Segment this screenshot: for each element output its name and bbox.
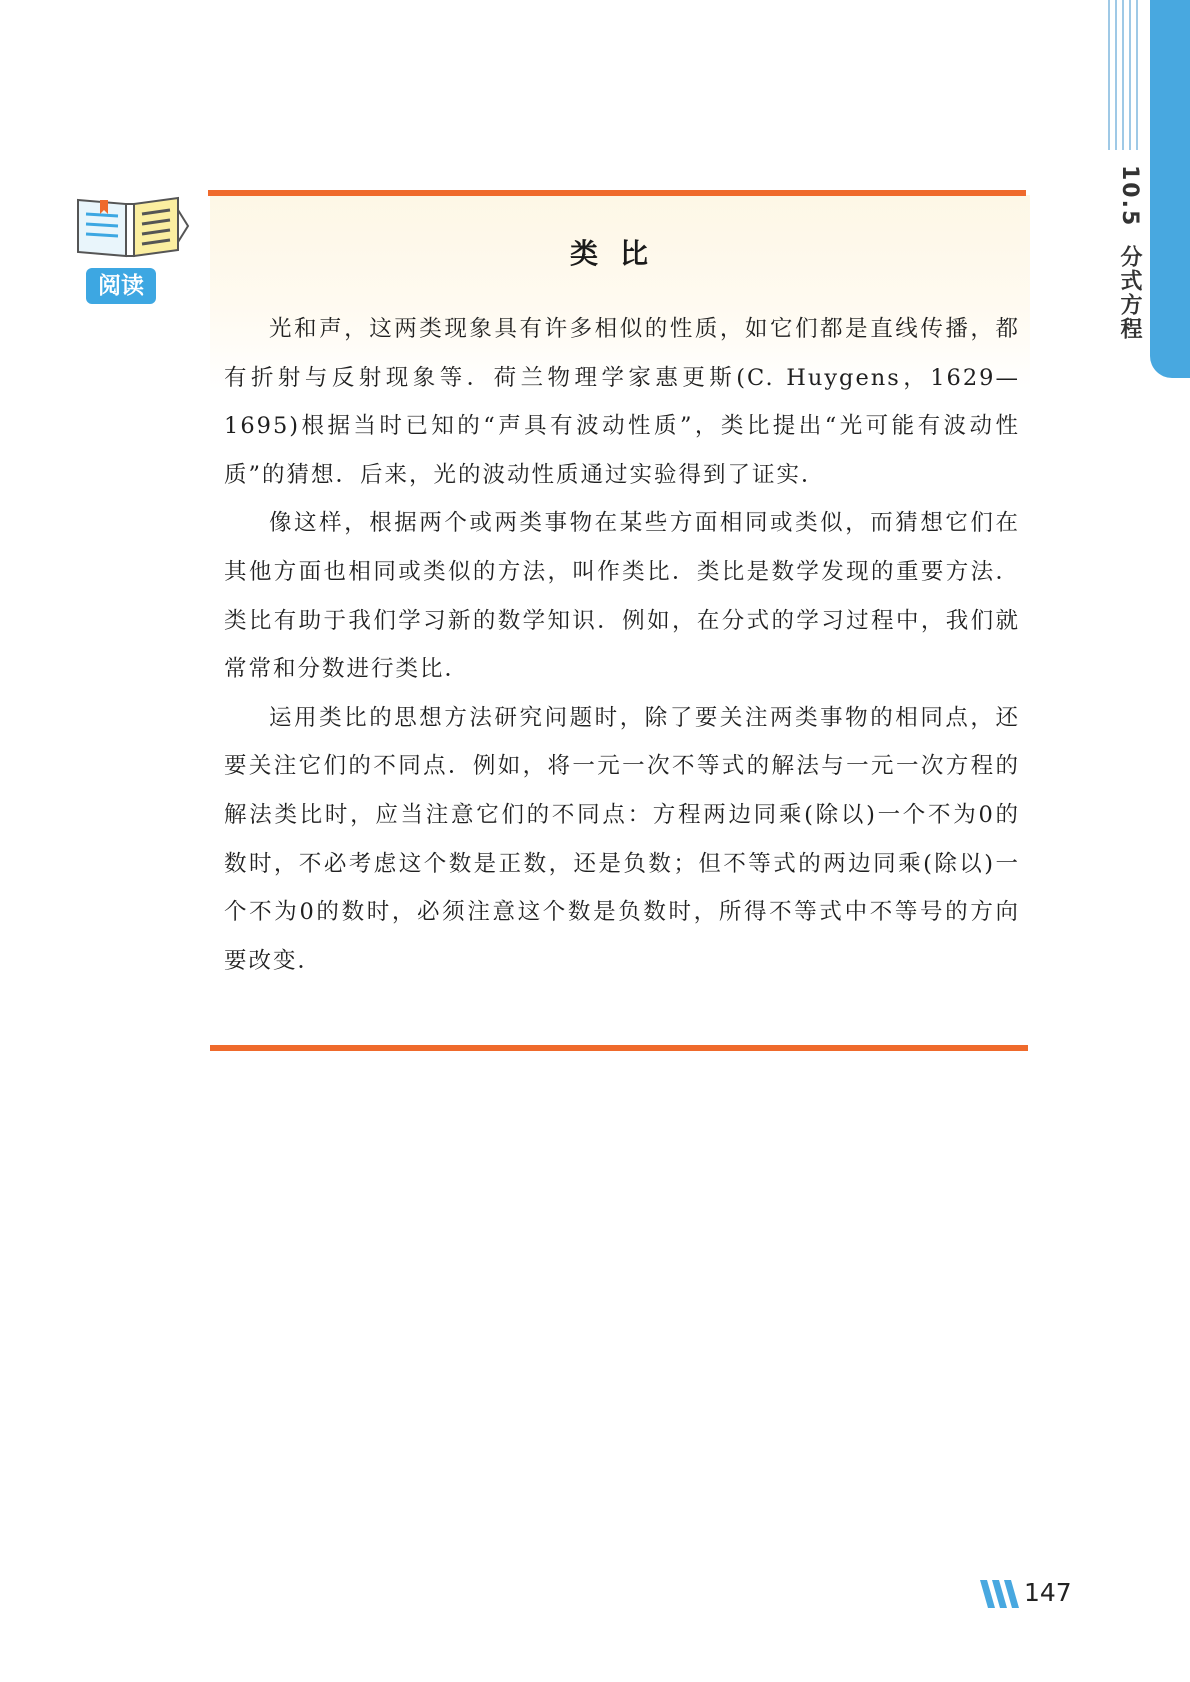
reading-badge: 阅读	[86, 268, 156, 304]
chapter-label	[1115, 165, 1145, 341]
paragraph-3: 运用类比的思想方法研究问题时，除了要关注两类事物的相同点，还要关注它们的不同点．例如，将一元一次不等式的解法与一元一次方程的解法类比时，应当注意它们的不同点：方程两边同乘(除以)一个不为0的数时，不必考虑这个数是正数，还是负数；但不等式的两边同乘(除以)一个不为0的数时，必须注意这个数是负数时，所得不等式中不等号的方向要改变．	[224, 704, 1020, 974]
top-divider	[208, 190, 1026, 196]
chapter-tab	[1150, 0, 1190, 378]
paragraph-1: 光和声，这两类现象具有许多相似的性质，如它们都是直线传播，都有折射与反射现象等．荷兰物理学家惠更斯(C. Huygens，1629—1695)根据当时已知的“声具有波动性质”，类比提出“光可能有波动性质”的猜想．后来，光的波动性质通过实验得到了证实．	[224, 316, 1020, 488]
page-stripes-icon	[978, 1578, 1024, 1610]
page-number: 147	[1024, 1578, 1072, 1607]
article-body	[224, 305, 1020, 985]
paragraph-2: 像这样，根据两个或两类事物在某些方面相同或类似，而猜想它们在其他方面也相同或类似的方法，叫作类比．类比是数学发现的重要方法．类比有助于我们学习新的数学知识．例如，在分式的学习过程中，我们就常常和分数进行类比．	[224, 510, 1020, 683]
chapter-tab-stripes	[1108, 0, 1138, 150]
article-title: 类比	[569, 237, 670, 270]
chapter-title: 分式方程	[1117, 245, 1142, 342]
chapter-number: 10.5	[1117, 165, 1142, 228]
bottom-divider	[210, 1045, 1028, 1051]
open-book-icon	[70, 192, 190, 262]
